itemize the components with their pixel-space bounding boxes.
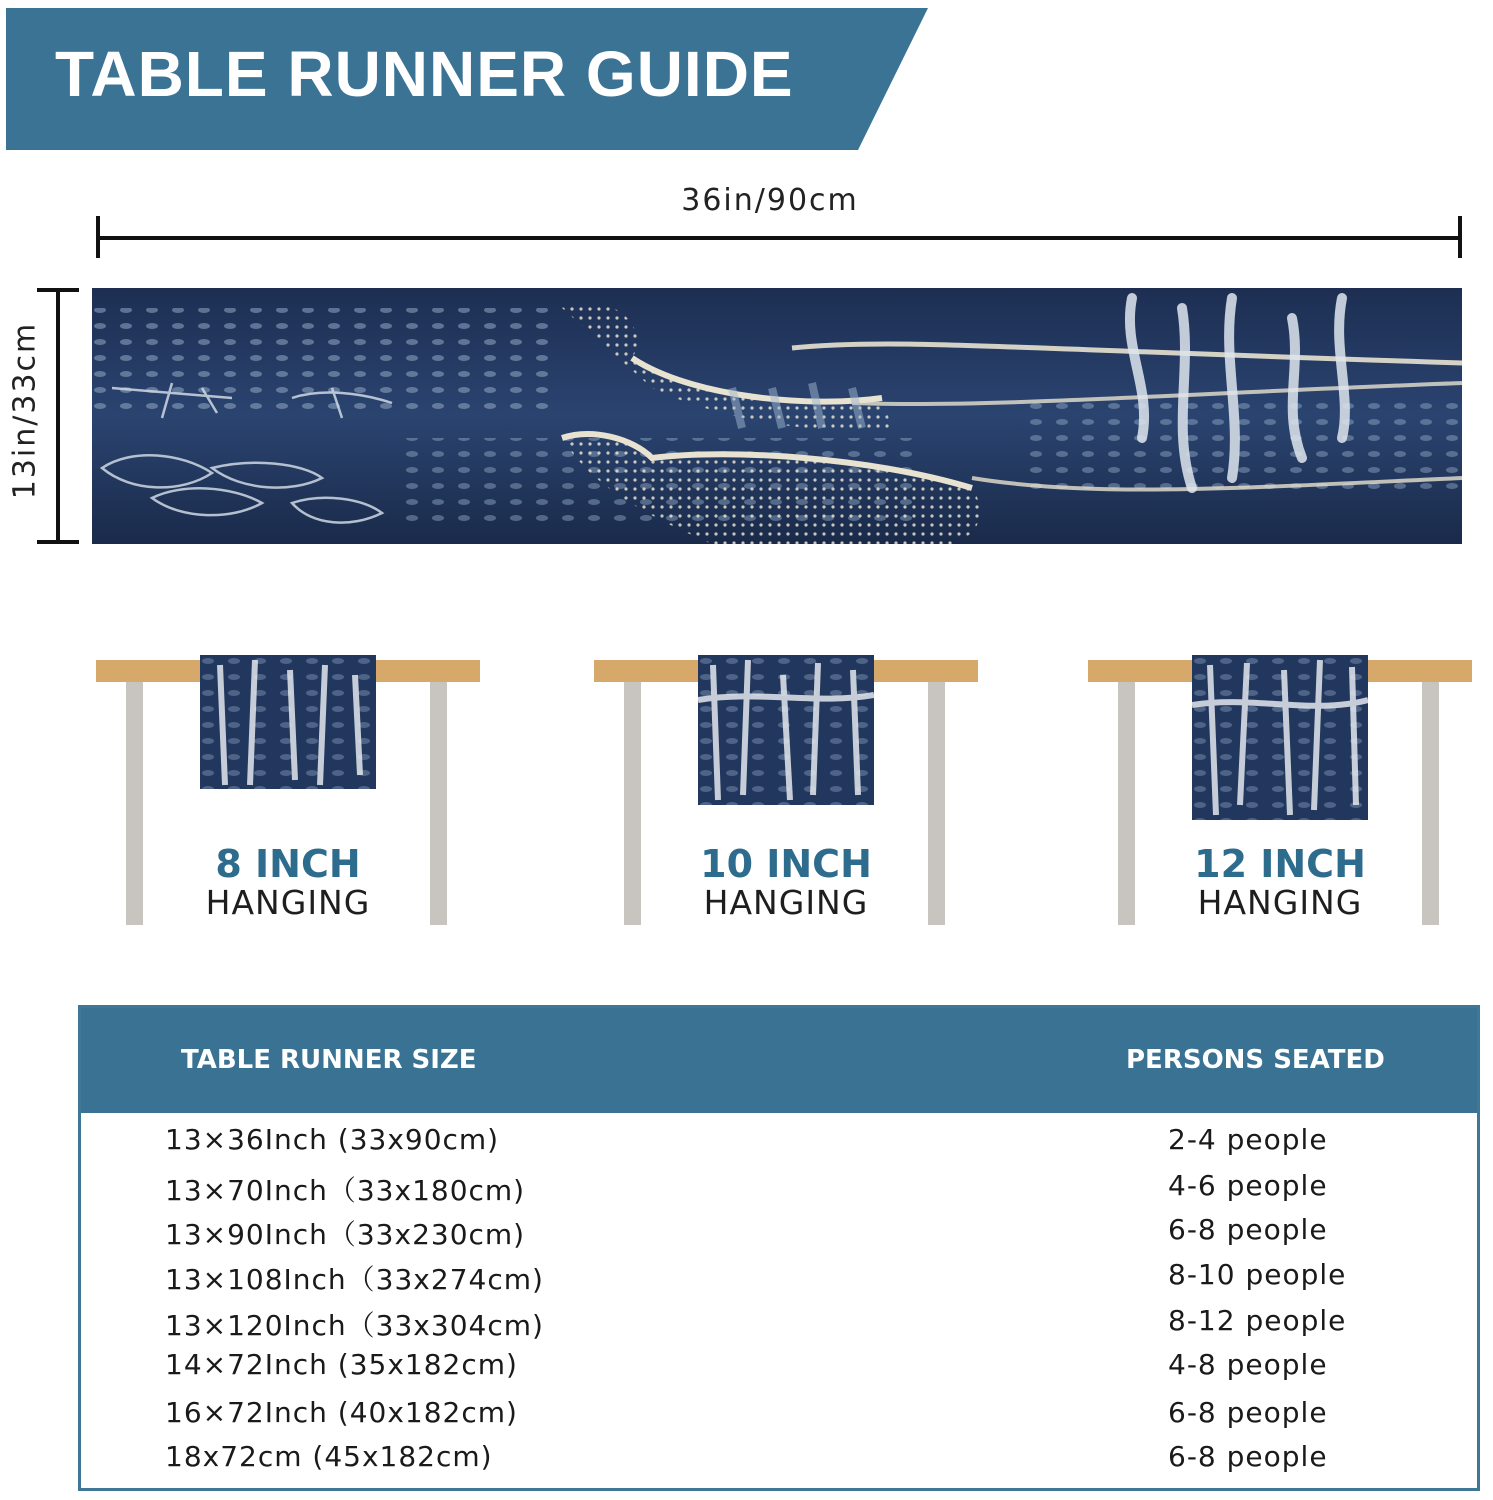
row-persons: 8-10 people: [1168, 1258, 1347, 1291]
table-illustration-12: [1088, 655, 1478, 930]
row-persons: 2-4 people: [1168, 1123, 1328, 1156]
hanging-word-label: HANGING: [703, 883, 869, 922]
row-size: 18x72cm (45x182cm): [165, 1440, 493, 1473]
row-size: 13×70Inch（33x180cm): [165, 1174, 526, 1207]
height-dimension-line: [56, 288, 60, 544]
row-size: 13×108Inch（33x274cm): [165, 1263, 544, 1296]
hanging-word-label: HANGING: [205, 883, 371, 922]
hanging-runner-12: [1192, 655, 1368, 820]
height-dimension-tick-bottom: [37, 540, 79, 544]
size-table-header: [81, 1008, 1477, 1113]
page-title: TABLE RUNNER GUIDE: [55, 38, 794, 110]
table-illustration-8: [96, 655, 486, 930]
table-row: [81, 1396, 1477, 1436]
table-runner-image: [92, 288, 1462, 544]
hanging-runner-8: [200, 655, 376, 789]
table-illustration-10: [594, 655, 984, 930]
row-persons: 8-12 people: [1168, 1304, 1347, 1337]
column-header-size: TABLE RUNNER SIZE: [181, 1045, 477, 1075]
table-row: [81, 1213, 1477, 1253]
row-size: 14×72Inch (35x182cm): [165, 1348, 518, 1381]
row-size: 13×120Inch（33x304cm): [165, 1309, 544, 1342]
table-row: [81, 1169, 1477, 1209]
width-dimension-label: 36in/90cm: [681, 183, 859, 218]
hanging-size-label: 8 INCH: [215, 842, 361, 886]
row-size: 13×90Inch（33x230cm): [165, 1218, 526, 1251]
row-size: 13×36Inch (33x90cm): [165, 1123, 500, 1156]
table-row: [81, 1123, 1477, 1163]
row-persons: 6-8 people: [1168, 1440, 1328, 1473]
height-dimension-label: 13in/33cm: [7, 321, 43, 500]
width-dimension-line: [96, 236, 1462, 240]
hanging-size-label: 10 INCH: [700, 842, 872, 886]
hanging-size-label: 12 INCH: [1194, 842, 1366, 886]
row-persons: 6-8 people: [1168, 1396, 1328, 1429]
table-row: [81, 1440, 1477, 1480]
hanging-word-label: HANGING: [1197, 883, 1363, 922]
row-persons: 4-8 people: [1168, 1348, 1328, 1381]
column-header-persons: PERSONS SEATED: [1126, 1045, 1385, 1075]
row-size: 16×72Inch (40x182cm): [165, 1396, 518, 1429]
size-table: [78, 1005, 1480, 1491]
table-row: [81, 1258, 1477, 1298]
width-dimension-tick-left: [96, 216, 100, 258]
table-row: [81, 1304, 1477, 1344]
width-dimension-tick-right: [1458, 216, 1462, 258]
row-persons: 4-6 people: [1168, 1169, 1328, 1202]
hanging-runner-10: [698, 655, 874, 805]
height-dimension-tick-top: [37, 288, 79, 292]
table-row: [81, 1348, 1477, 1388]
row-persons: 6-8 people: [1168, 1213, 1328, 1246]
